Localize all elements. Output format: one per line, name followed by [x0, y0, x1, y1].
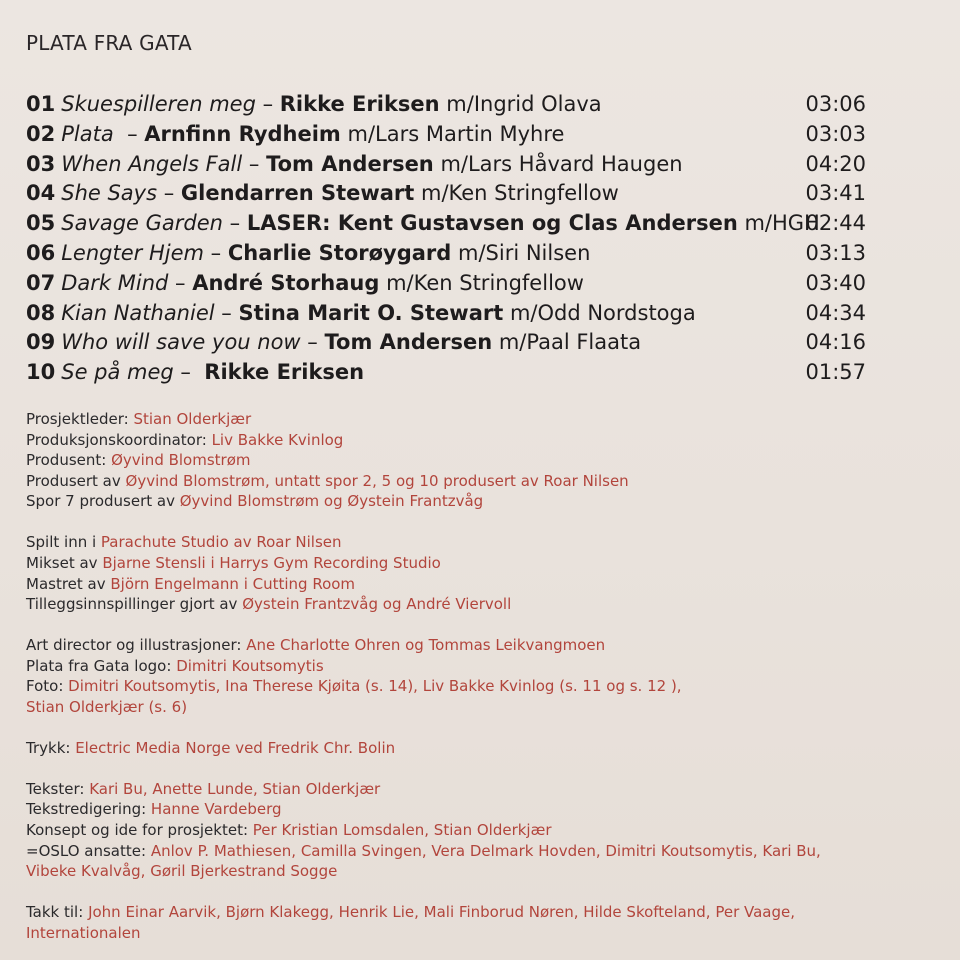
credit-line — [26, 450, 946, 471]
track-separator: – — [113, 121, 145, 146]
credit-line — [26, 553, 946, 574]
credit-value: Vibeke Kvalvåg, Gøril Bjerkestrand Sogge — [26, 862, 338, 881]
track-title: Who will save you now — [61, 330, 301, 355]
track-number: 03 — [26, 151, 56, 176]
credit-value: Per Kristian Lomsdalen, Stian Olderkjær — [252, 821, 552, 840]
track-title: Plata — [61, 121, 114, 146]
credit-line — [26, 697, 946, 718]
track-title: Skuespilleren meg — [61, 92, 256, 116]
track-title: Se på meg — [61, 360, 174, 385]
track-featuring: m/Ken Stringfellow — [379, 270, 584, 295]
track-artist: Rikke Eriksen — [279, 92, 440, 116]
credit-line — [26, 738, 946, 759]
track-duration: 03:40 — [805, 270, 866, 295]
track-featuring: m/Paal Flaata — [492, 330, 642, 355]
credit-line — [26, 820, 946, 841]
credit-line — [26, 779, 946, 800]
track-separator: – — [242, 151, 267, 176]
track-separator: – — [300, 330, 325, 355]
track-duration: 03:41 — [805, 181, 866, 206]
credit-line — [26, 430, 946, 451]
credit-value: Øyvind Blomstrøm, untatt spor 2, 5 og 10 produsert av Roar Nilsen — [125, 471, 629, 490]
credit-label: Prosjektleder: — [26, 410, 134, 428]
credit-value: John Einar Aarvik, Bjørn Klakegg, Henrik Lie, Mali Finborud Nøren, Hilde Skofteland, Per Vaage, — [88, 903, 795, 922]
track-title: She Says — [61, 181, 158, 206]
credit-value: Ane Charlotte Ohren og Tommas Leikvangmoen — [246, 636, 606, 655]
credit-value: Dimitri Koutsomytis, Ina Therese Kjøita (s. 14), Liv Bakke Kvinlog (s. 11 og s. 12 ), — [68, 677, 682, 696]
credit-line — [26, 841, 946, 862]
track-separator: – — [255, 92, 280, 116]
credit-value: Dimitri Koutsomytis — [176, 656, 324, 675]
credit-value: Kari Bu, Anette Lunde, Stian Olderkjær — [89, 779, 381, 798]
track-duration: 03:13 — [805, 240, 866, 265]
track-number: 01 — [26, 92, 56, 116]
track-row — [26, 239, 876, 269]
credit-line — [26, 532, 946, 553]
track-row — [26, 209, 876, 239]
track-artist: Glendarren Stewart — [180, 181, 415, 206]
track-duration: 03:03 — [805, 121, 866, 146]
page-title: PLATA FRA GATA — [26, 31, 192, 55]
credit-value: Liv Bakke Kvinlog — [211, 430, 344, 449]
track-title: Dark Mind — [61, 270, 169, 295]
credit-line — [26, 594, 946, 615]
credit-line — [26, 491, 946, 512]
track-row — [26, 299, 876, 329]
track-duration: 02:44 — [805, 211, 866, 236]
credit-label: Mikset av — [26, 553, 103, 572]
track-featuring: m/Odd Nordstoga — [503, 300, 696, 325]
credit-line — [26, 656, 946, 677]
credit-label: Foto: — [26, 677, 69, 696]
track-number: 08 — [26, 300, 56, 325]
credits-section — [26, 409, 946, 943]
track-duration: 04:20 — [805, 151, 866, 176]
track-artist: LASER: Kent Gustavsen og Clas Andersen — [246, 211, 738, 236]
credit-label: Tekstredigering: — [26, 800, 151, 819]
track-row — [26, 269, 876, 299]
credit-label: Trykk: — [26, 738, 76, 757]
track-number: 07 — [26, 270, 56, 295]
track-separator: – — [173, 360, 205, 385]
credit-line — [26, 471, 946, 492]
credit-label: Spilt inn i — [26, 533, 101, 552]
credit-value: Björn Engelmann i Cutting Room — [110, 574, 356, 593]
credit-spacer — [26, 615, 946, 635]
credit-spacer — [26, 718, 946, 738]
track-featuring: m/Lars Håvard Haugen — [433, 151, 683, 176]
track-featuring: m/Ken Stringfellow — [414, 181, 619, 206]
credit-value: Electric Media Norge ved Fredrik Chr. Bolin — [75, 738, 396, 757]
credit-line — [26, 676, 946, 697]
track-separator: – — [168, 270, 193, 295]
track-number: 02 — [26, 121, 56, 146]
track-separator: – — [214, 300, 239, 325]
track-artist: Stina Marit O. Stewart — [238, 300, 504, 325]
track-title: When Angels Fall — [61, 151, 243, 176]
track-artist: Arnfinn Rydheim — [144, 121, 341, 146]
track-row — [26, 358, 876, 388]
track-title: Kian Nathaniel — [61, 300, 215, 325]
track-number: 09 — [26, 330, 56, 355]
credit-value: Bjarne Stensli i Harrys Gym Recording Studio — [102, 553, 441, 572]
track-artist: André Storhaug — [192, 270, 380, 295]
track-row — [26, 120, 876, 150]
track-duration: 04:34 — [805, 300, 866, 325]
credit-label: Produsert av — [26, 471, 126, 490]
track-separator: – — [203, 240, 228, 265]
credit-value: Internationalen — [26, 923, 141, 942]
track-featuring: m/Lars Martin Myhre — [340, 121, 565, 146]
credit-label: Spor 7 produsert av — [26, 492, 180, 511]
credit-value: Øyvind Blomstrøm og Øystein Frantzvåg — [179, 492, 484, 511]
credit-value: Øystein Frantzvåg og André Viervoll — [242, 595, 512, 614]
credit-value: Anlov P. Mathiesen, Camilla Svingen, Vera Delmark Hovden, Dimitri Koutsomytis, Kari Bu, — [150, 841, 821, 860]
credit-label: Produksjonskoordinator: — [26, 430, 212, 449]
track-duration: 01:57 — [805, 360, 866, 385]
credit-spacer — [26, 758, 946, 778]
tracklist — [26, 90, 876, 388]
track-row — [26, 150, 876, 180]
credit-value: Hanne Vardeberg — [150, 800, 282, 819]
credit-value: Stian Olderkjær (s. 6) — [26, 697, 188, 716]
track-number: 06 — [26, 240, 56, 265]
track-separator: – — [223, 211, 247, 236]
track-artist: Tom Andersen — [324, 330, 493, 355]
track-separator: – — [157, 181, 181, 206]
credit-value: Øyvind Blomstrøm — [111, 451, 251, 470]
track-number: 04 — [26, 181, 56, 206]
credit-label: Konsept og ide for prosjektet: — [26, 821, 253, 840]
credit-label: Tekster: — [26, 779, 90, 798]
credit-label: Art director og illustrasjoner: — [26, 636, 247, 655]
track-number: 05 — [26, 211, 56, 236]
credit-line — [26, 902, 946, 923]
credit-line — [26, 574, 946, 595]
credit-value: Stian Olderkjær — [133, 410, 252, 428]
credit-label: Tilleggsinnspillinger gjort av — [26, 595, 243, 614]
track-row — [26, 328, 876, 358]
track-duration: 03:06 — [805, 92, 866, 116]
track-featuring: m/HGH — [737, 211, 820, 236]
track-duration: 04:16 — [805, 330, 866, 355]
credit-label: =OSLO ansatte: — [26, 841, 151, 860]
track-number: 10 — [26, 360, 56, 385]
credit-value: Parachute Studio av Roar Nilsen — [100, 533, 342, 552]
track-title: Savage Garden — [61, 211, 223, 236]
track-title: Lengter Hjem — [61, 240, 204, 265]
track-row — [26, 179, 876, 209]
track-artist: Tom Andersen — [266, 151, 434, 176]
credit-label: Produsent: — [26, 451, 112, 470]
credit-line — [26, 799, 946, 820]
credit-line — [26, 635, 946, 656]
credit-line — [26, 861, 946, 882]
credit-line — [26, 923, 946, 944]
credit-spacer — [26, 512, 946, 532]
credit-label: Takk til: — [26, 903, 89, 922]
credit-spacer — [26, 882, 946, 902]
credit-label: Mastret av — [26, 574, 111, 593]
track-artist: Rikke Eriksen — [204, 360, 365, 385]
track-artist: Charlie Storøygard — [227, 240, 452, 265]
credit-line — [26, 409, 946, 430]
credit-label: Plata fra Gata logo: — [26, 656, 177, 675]
track-row — [26, 90, 876, 120]
track-featuring: m/Siri Nilsen — [451, 240, 591, 265]
track-featuring: m/Ingrid Olava — [439, 92, 602, 116]
